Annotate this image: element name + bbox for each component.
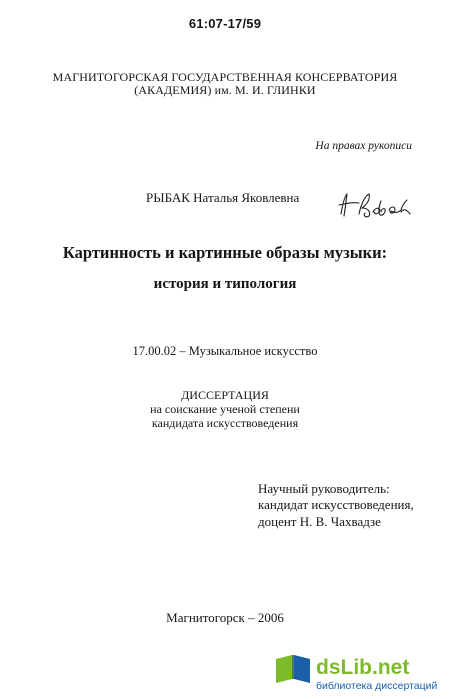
watermark-caption: библиотека диссертаций [316,680,438,692]
institution-line-2: (АКАДЕМИЯ) им. М. И. ГЛИНКИ [134,83,316,97]
catalog-code: 61:07-17/59 [188,16,262,31]
dissertation-subtitle: история и типология [153,276,297,292]
degree-line-1: на соискание ученой степени [150,402,300,416]
specialty-code: 17.00.02 – Музыкальное искусство [132,344,318,358]
advisor-degree: кандидат искусствоведения, [258,497,414,512]
book-icon [276,655,310,683]
handwritten-signature [335,188,413,222]
dissertation-title: Картинность и картинные образы музыки: [62,243,388,262]
institution-line-1: МАГНИТОГОРСКАЯ ГОСУДАРСТВЕННАЯ КОНСЕРВАТОРИЯ [52,70,398,84]
watermark-brand: dsLib.net [316,656,410,679]
dissertation-label: ДИССЕРТАЦИЯ [181,388,269,402]
advisor-name: доцент Н. В. Чахвадзе [258,514,381,529]
dslib-watermark-logo [272,645,442,695]
place-and-year: Магнитогорск – 2006 [166,610,284,625]
rights-note: На правах рукописи [315,140,412,152]
degree-line-2: кандидата искусствоведения [151,416,299,430]
advisor-heading: Научный руководитель: [258,481,390,496]
author-name: РЫБАК Наталья Яковлевна [146,190,300,205]
